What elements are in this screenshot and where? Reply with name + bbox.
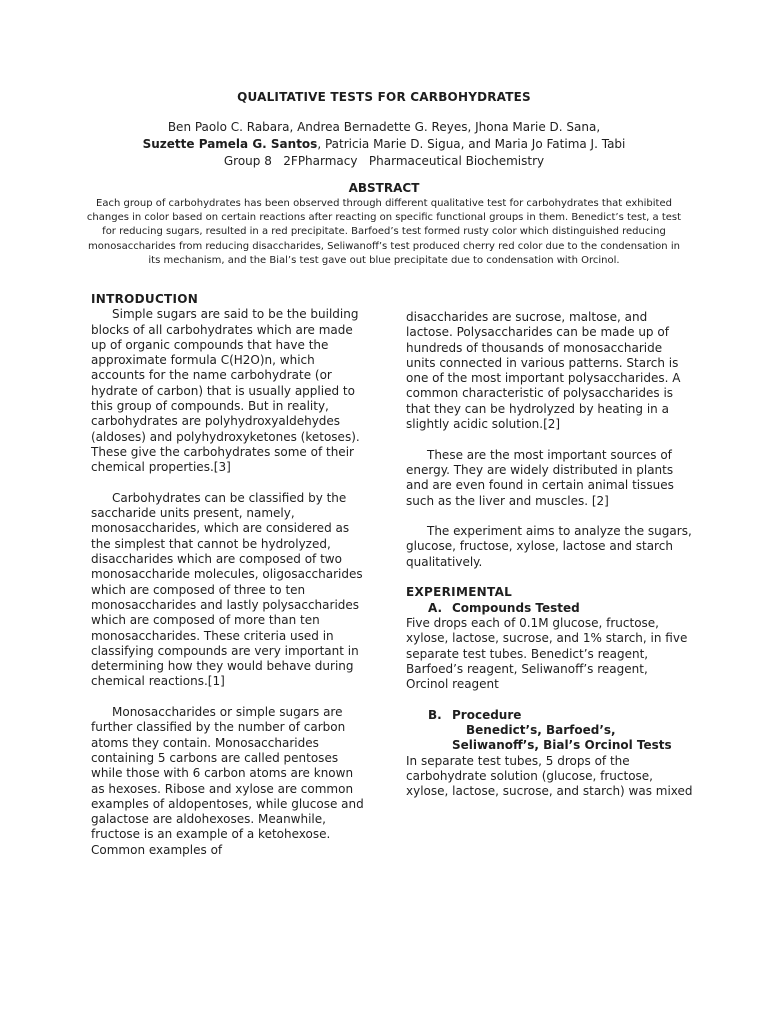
section-b-letter: B. [428,707,442,722]
abstract-text: Each group of carbohydrates has been observed through different qualitative test for carbohydrates that exhibited changes in color based on certain reactions after reacting on specific functional groups in them. Benedict’s test, a test for reducing sugars, resulted in a red precipitate. Barfoed’s test formed rusty color which distinguished reducing monosaccharides from reducing disaccharides, Seliwanoff’s test produced cherry red color due to the condensation in its mechanism, and the Bial’s test gave out blue precipitate due to condensation with Orcinol. [86,198,682,266]
section-b-label: Procedure [452,707,522,722]
left-column [91,292,370,858]
abstract-heading: ABSTRACT [348,181,420,195]
intro-paragraph-1: Simple sugars are said to be the building blocks of all carbohydrates which are made up of organic compounds that have the approximate formula C(H2O)n, which accounts for the name carbohydrate (or hydrate of carbon) that is usually applied to this group of compounds. But in reality, carbohydrates are polyhydroxyaldehydes (aldoses) and polyhydroxyketones (ketoses). These give the carbohydrates some of their chemical properties.[3] [91,307,360,475]
intro-paragraph-2: Carbohydrates can be classified by the saccharide units present, namely, monosaccharides, which are considered as the simplest that cannot be hydrolyzed, disaccharides which are composed of two monosaccharide molecules, oligosaccharides which are composed of three to ten monosaccharides and lastly polysaccharides which are composed of more than ten monosaccharides. These criteria used in classifying compounds are very important in determining how they would behave during chemical reactions.[1] [91,490,363,689]
introduction-heading: INTRODUCTION [91,292,199,306]
paper-title: QUALITATIVE TESTS FOR CARBOHYDRATES [237,90,531,104]
group-affiliation: Group 8 2FPharmacy Pharmaceutical Biochemistry [223,154,545,168]
right-column [406,310,693,800]
authors-line-2-rest: , Patricia Marie D. Sigua, and Maria Jo Fatima J. Tabi [317,137,626,151]
section-a-heading [406,601,693,616]
intro-paragraph-3: Monosaccharides or simple sugars are further classified by the number of carbon atoms they contain. Monosaccharides containing 5 carbons are called pentoses while those with 6 carbon atoms are known as hexoses. Ribose and xylose are common examples of aldopentoses, while glucose and galactose are aldohexoses. Meanwhile, fructose is an example of a ketohexose. Common examples of [91,705,364,857]
section-b-heading [406,708,693,723]
author-highlighted: Suzette Pamela G. Santos [142,137,318,151]
procedure-text: In separate test tubes, 5 drops of the carbohydrate solution (glucose, fructose, xylose, lactose, sucrose, and starch) was mixed [406,753,693,799]
section-a-letter: A. [428,600,443,615]
procedure-subheading-line-1: Benedict’s, Barfoed’s, [466,723,616,738]
procedure-subheading [452,723,693,754]
intro-paragraph-4: disaccharides are sucrose, maltose, and lactose. Polysaccharides can be made up of hundreds of thousands of monosaccharide units connected in various patterns. Starch is one of the most important polysaccharides. A common characteristic of polysaccharides is that they can be hydrolyzed by heating in a slightly acidic solution.[2] [406,310,681,432]
authors-line-2 [60,136,708,153]
procedure-subheading-line-2: Seliwanoff’s, Bial’s Orcinol Tests [452,738,672,753]
author-block [60,119,708,170]
compounds-tested-text: Five drops each of 0.1M glucose, fructose, xylose, lactose, sucrose, and 1% starch, in five separate test tubes. Benedict’s reagent, Barfoed’s reagent, Seliwanoff’s reagent, Orcinol reagent [406,615,688,692]
authors-line-1: Ben Paolo C. Rabara, Andrea Bernadette G. Reyes, Jhona Marie D. Sana, [167,120,601,134]
intro-paragraph-5: These are the most important sources of energy. They are widely distributed in plants and are even found in certain animal tissues such as the liver and muscles. [2] [406,447,674,508]
section-a-label: Compounds Tested [452,600,580,615]
intro-paragraph-6: The experiment aims to analyze the sugars, glucose, fructose, xylose, lactose and starch qualitatively. [406,524,692,569]
experimental-heading: EXPERIMENTAL [406,585,513,600]
